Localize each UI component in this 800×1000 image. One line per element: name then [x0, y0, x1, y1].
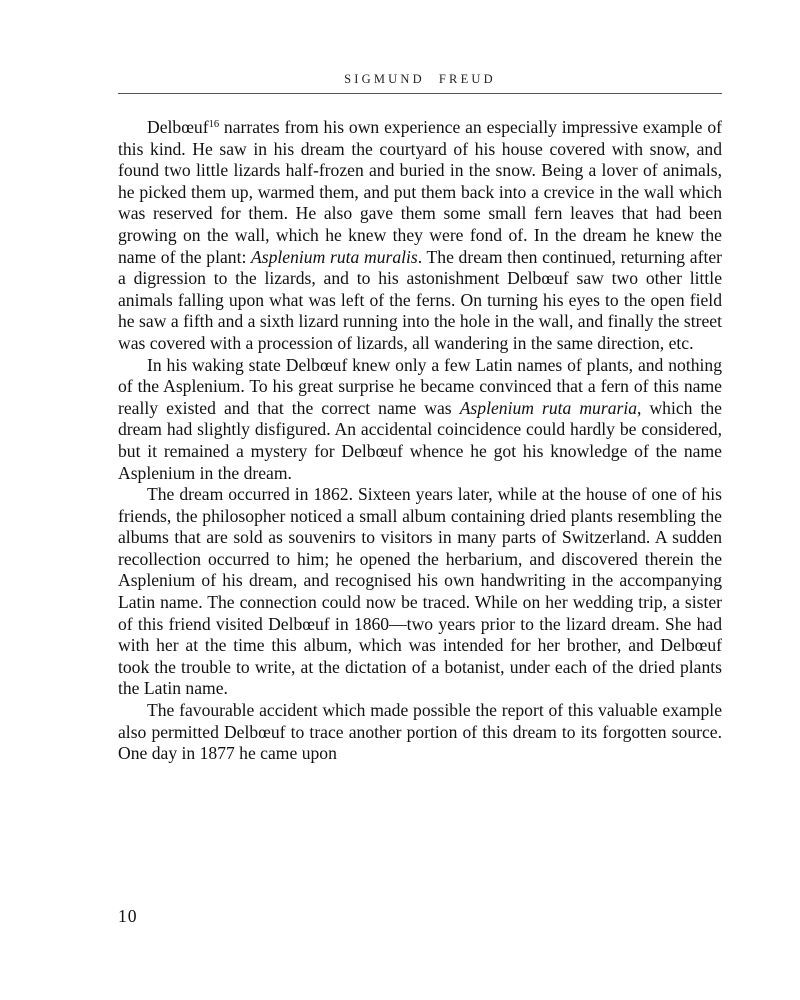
header-rule	[118, 93, 722, 94]
footnote-ref-16[interactable]: 16	[208, 119, 220, 130]
running-head-first-name: SIGMUND	[344, 72, 425, 86]
paragraph-4: The favourable accident which made possible the report of this valuable example also permitted Delbœuf to trace another portion of this dream to its forgotten source. One day in 1877 he came upon	[118, 700, 722, 764]
paragraph-2	[118, 355, 722, 485]
paragraph-1-author: Delbœuf	[147, 117, 209, 137]
paragraph-1-lead: narrates from his own experience an especially impressive example of this kind. He saw in his dream the courtyard of his house covered with snow, and found two little lizards half-frozen and buried in the snow. Being a lover of animals, he picked them up, warmed them, and put them back into a crevice in the wall which was reserved for them. He also gave them some small fern leaves that had been growing on the wall, which he knew they were fond of. In the dream he knew the name of the plant:	[118, 117, 722, 267]
paragraph-1	[118, 117, 722, 355]
paragraph-1-rest: . The dream then continued, returning after a digression to the lizards, and to his astonishment Delbœuf saw two other little animals falling upon what was left of the ferns. On turning his eyes to the open field he saw a fifth and a sixth lizard running into the hole in the wall, and finally the street was covered with a procession of lizards, all wandering in the same direction, etc.	[118, 246, 722, 353]
running-head-last-name: FREUD	[438, 72, 496, 86]
paragraph-3: The dream occurred in 1862. Sixteen years later, while at the house of one of his friends, the philosopher noticed a small album containing dried plants resembling the albums that are sold as souvenirs to visitors in many parts of Switzerland. A sudden recollection occurred to him; he opened the herbarium, and discovered therein the Asplenium of his dream, and recognised his own handwriting in the accompanying Latin name. The connection could now be traced. While on her wedding trip, a sister of this friend visited Delbœuf in 1860—two years prior to the lizard dream. She had with her at the time this album, which was intended for her brother, and Delbœuf took the trouble to write, at the dictation of a botanist, under each of the dried plants the Latin name.	[118, 484, 722, 699]
body-text	[118, 117, 722, 765]
paragraph-2-rest: , which the dream had slightly disfigured. An accidental coincidence could hardly be considered, but it remained a mystery for Delbœuf whence he got his knowledge of the name Asplenium in the dream.	[118, 397, 722, 483]
page-number: 10	[118, 906, 138, 926]
paragraph-1-plant-name: Asplenium ruta muralis	[251, 246, 418, 267]
paragraph-2-lead: In his waking state Delbœuf knew only a few Latin names of plants, and nothing of the Asplenium. To his great surprise he became convinced that a fern of this name really existed and that the correct name was	[118, 354, 722, 418]
running-head	[118, 72, 722, 87]
paragraph-2-plant-name: Asplenium ruta muraria	[459, 397, 638, 418]
